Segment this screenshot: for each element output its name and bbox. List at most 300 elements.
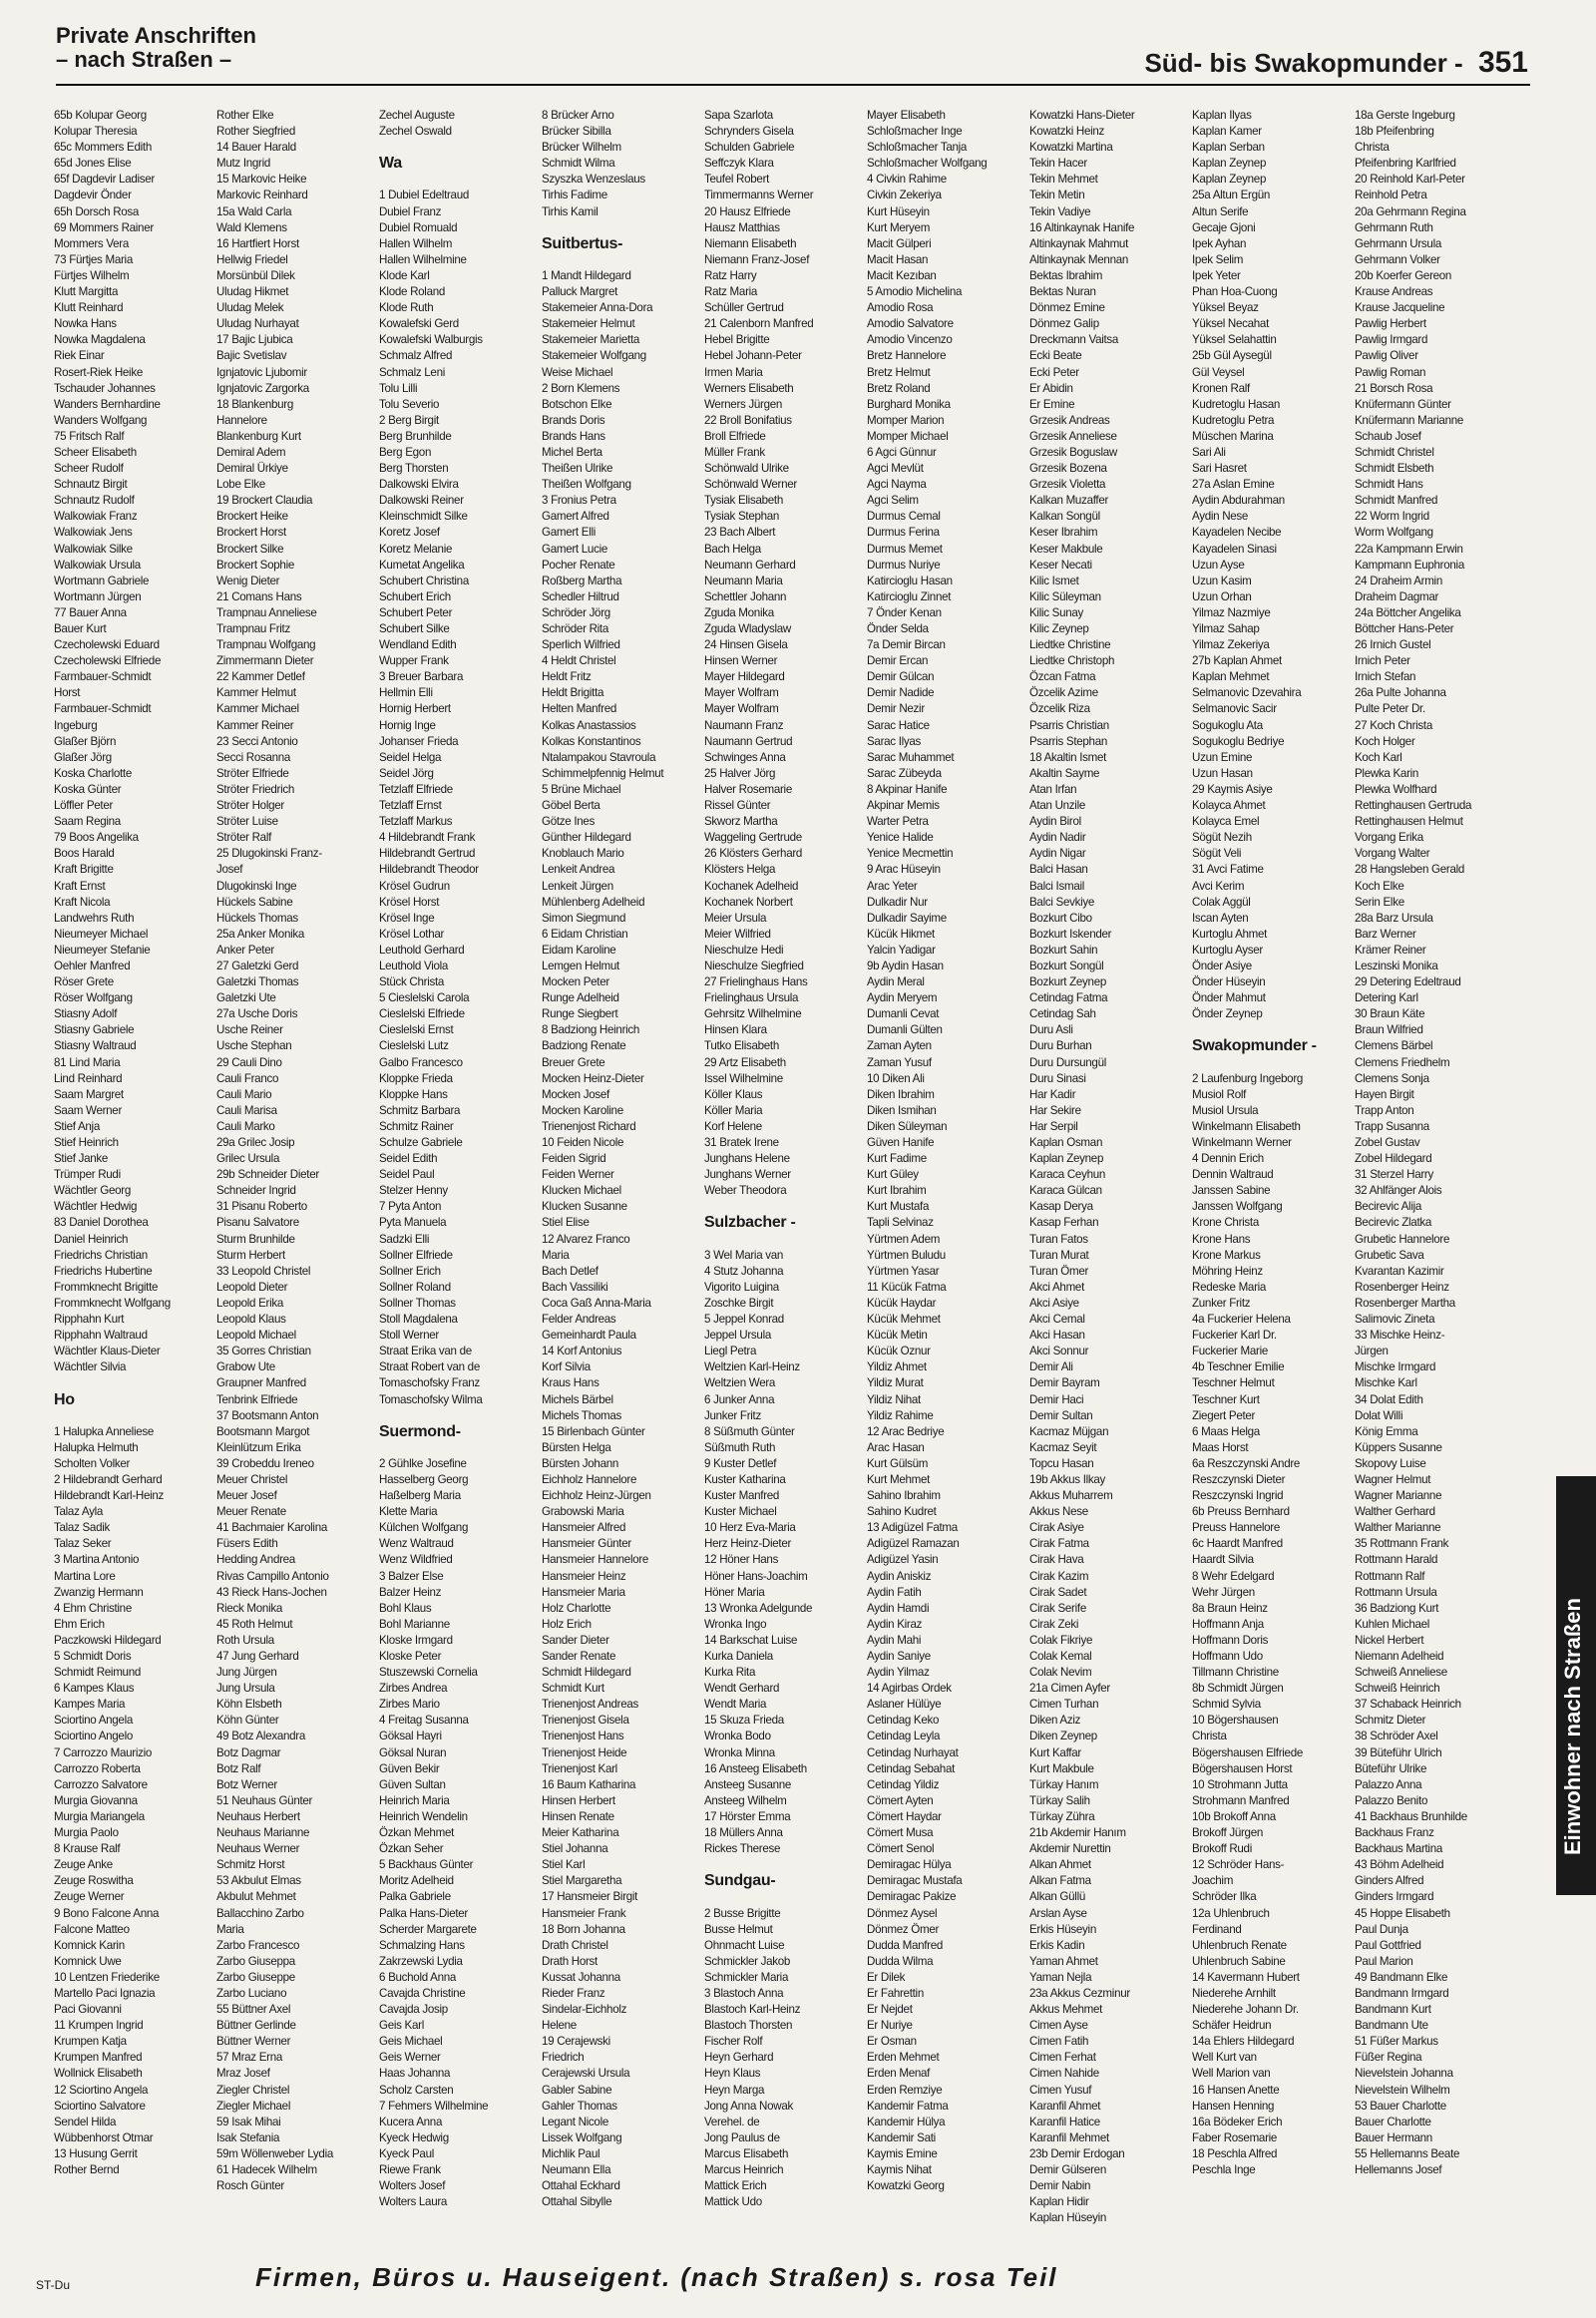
- directory-entry: Topcu Hasan: [1029, 1456, 1094, 1470]
- directory-entry: Har Sekire: [1029, 1103, 1081, 1117]
- directory-entry: Skworz Martha: [704, 815, 778, 829]
- directory-entry: Bauer Charlotte: [1355, 2115, 1431, 2128]
- directory-entry: 33 Mischke Heinz-: [1355, 1329, 1445, 1343]
- directory-entry: Nowka Hans: [54, 317, 117, 331]
- directory-entry: 7 Pyta Anton: [379, 1200, 442, 1214]
- directory-entry: Kaplan Zeynep: [1192, 157, 1267, 171]
- directory-entry: Weber Theodora: [704, 1184, 787, 1198]
- directory-entry: Duru Asli: [1029, 1023, 1073, 1037]
- directory-entry: Neumann Gerhard: [704, 558, 796, 572]
- directory-entry: Cömert Ayten: [867, 1793, 934, 1807]
- column-5: [704, 108, 863, 2210]
- directory-entry: Kücük Hikmet: [867, 927, 935, 941]
- directory-entry: Blastoch Thorsten: [704, 2019, 793, 2033]
- directory-entry: Stuszewski Cornelia: [379, 1666, 478, 1680]
- directory-entry: 49 Bandmann Elke: [1355, 1970, 1448, 1984]
- directory-entry: Gecaje Gjoni: [1192, 220, 1256, 234]
- directory-entry: Jeppel Ursula: [704, 1329, 771, 1343]
- directory-entry: Cimen Nahide: [1029, 2067, 1099, 2081]
- directory-entry: Klode Karl: [379, 268, 430, 282]
- directory-entry: Türkay Zühra: [1029, 1809, 1095, 1823]
- directory-entry: Demir Nabin: [1029, 2179, 1091, 2193]
- directory-entry: Hebel Brigitte: [704, 333, 770, 347]
- directory-entry: Hildebrandt Karl-Heinz: [54, 1489, 165, 1503]
- directory-entry: Kudretoglu Hasan: [1192, 397, 1281, 411]
- directory-entry: Tschauder Johannes: [54, 381, 156, 395]
- directory-entry: 7a Demir Bircan: [867, 638, 946, 652]
- directory-entry: Wald Klemens: [216, 220, 287, 234]
- directory-entry: Kyeck Hedwig: [379, 2130, 449, 2144]
- directory-entry: Galetzki Thomas: [216, 975, 299, 989]
- directory-entry: Broll Elfriede: [704, 429, 766, 443]
- directory-entry: 25b Gül Aysegül: [1192, 349, 1272, 363]
- directory-entry: Waggeling Gertrude: [704, 831, 802, 845]
- directory-entry: Liegl Petra: [704, 1345, 757, 1358]
- directory-entry: [704, 1889, 863, 1905]
- directory-entry: Neumann Maria: [704, 574, 783, 587]
- directory-entry: 4 Stutz Johanna: [704, 1264, 784, 1278]
- directory-entry: Uludag Nurhayat: [216, 317, 299, 331]
- directory-entry: Cömert Musa: [867, 1826, 934, 1840]
- directory-entry: Ohnmacht Luise: [704, 1938, 785, 1952]
- directory-entry: Klode Roland: [379, 285, 446, 299]
- directory-entry: Falcone Matteo: [54, 1922, 130, 1936]
- directory-entry: Sundgau-: [704, 1872, 776, 1890]
- directory-entry: 2 Hildebrandt Gerhard: [54, 1472, 163, 1486]
- directory-entry: Kaymis Nihat: [867, 2163, 932, 2176]
- directory-entry: Hansmeier Günter: [542, 1537, 631, 1551]
- directory-entry: Dönmez Galip: [1029, 317, 1099, 331]
- directory-entry: 18 Blankenburg: [216, 397, 294, 411]
- directory-entry: Trienenjost Gisela: [542, 1714, 629, 1728]
- directory-entry: Gehrmann Volker: [1355, 252, 1440, 266]
- directory-entry: 14 Bauer Harald: [216, 141, 296, 155]
- directory-entry: Brockert Silke: [216, 542, 284, 556]
- directory-entry: Demir Nadide: [867, 686, 935, 700]
- directory-entry: Tolu Severio: [379, 397, 440, 411]
- directory-entry: 43 Böhm Adelheid: [1355, 1858, 1444, 1872]
- directory-entry: Demiragac Mustafa: [867, 1874, 963, 1888]
- directory-entry: Fürtjes Wilhelm: [54, 268, 130, 282]
- directory-entry: Schettler Johann: [704, 589, 787, 603]
- directory-entry: Füsers Edith: [216, 1537, 278, 1551]
- directory-entry: Krone Hans: [1192, 1232, 1251, 1246]
- directory-entry: 37 Schaback Heinrich: [1355, 1698, 1461, 1712]
- directory-entry: 8 Krause Ralf: [54, 1842, 121, 1856]
- directory-entry: Yenice Halide: [867, 831, 934, 845]
- directory-entry: Hoffmann Doris: [1192, 1633, 1269, 1647]
- directory-entry: 27a Aslan Emine: [1192, 478, 1275, 492]
- directory-entry: Kilic Zeynep: [1029, 622, 1089, 635]
- directory-entry: Ansteeg Wilhelm: [704, 1793, 787, 1807]
- directory-entry: Cieslelski Lutz: [379, 1039, 449, 1053]
- directory-entry: Diken Ibrahim: [867, 1087, 935, 1101]
- directory-entry: Zaman Yusuf: [867, 1055, 932, 1069]
- directory-entry: Cömert Haydar: [867, 1809, 942, 1823]
- directory-entry: Schaub Josef: [1355, 429, 1421, 443]
- directory-entry: Seidel Jörg: [379, 766, 434, 780]
- directory-entry: 10 Feiden Nicole: [542, 1136, 624, 1149]
- directory-entry: Krösel Gudrun: [379, 879, 450, 893]
- directory-entry: Dubiel Romuald: [379, 220, 458, 234]
- directory-entry: Sciortino Salvatore: [54, 2099, 146, 2113]
- directory-entry: 17 Hörster Emma: [704, 1809, 791, 1823]
- directory-entry: Köller Maria: [704, 1103, 763, 1117]
- directory-entry: Sahino Kudret: [867, 1505, 937, 1519]
- directory-entry: Yaman Ahmet: [1029, 1954, 1098, 1968]
- directory-entry: Dulkadir Nur: [867, 895, 928, 909]
- directory-entry: Schröder Rita: [542, 622, 608, 635]
- directory-entry: Palazzo Benito: [1355, 1793, 1428, 1807]
- directory-entry: Kurt Kaffar: [1029, 1745, 1081, 1759]
- directory-entry: Özcelik Riza: [1029, 702, 1090, 716]
- directory-entry: Dennin Waltraud: [1192, 1168, 1274, 1182]
- directory-entry: Adigüzel Ramazan: [867, 1537, 960, 1551]
- directory-entry: Cetindag Sah: [1029, 1007, 1096, 1021]
- directory-entry: 65f Dagdevir Ladiser: [54, 173, 155, 187]
- directory-entry: Gamert Alfred: [542, 510, 609, 524]
- directory-entry: Önder Hüseyin: [1192, 975, 1266, 989]
- directory-entry: Balci Ismail: [1029, 879, 1085, 893]
- directory-entry: Schmitz Rainer: [379, 1119, 454, 1133]
- directory-entry: 1 Mandt Hildegard: [542, 268, 631, 282]
- directory-entry: Rother Bernd: [54, 2163, 120, 2176]
- directory-entry: Sulzbacher -: [704, 1214, 796, 1232]
- directory-entry: Hildebrandt Gertrud: [379, 847, 476, 861]
- directory-entry: Bozkurt Cibo: [1029, 911, 1092, 925]
- directory-entry: Moritz Adelheid: [379, 1874, 454, 1888]
- directory-entry: Winkelmann Elisabeth: [1192, 1119, 1301, 1133]
- directory-entry: Trapp Anton: [1355, 1103, 1414, 1117]
- directory-entry: Saam Werner: [54, 1103, 123, 1117]
- directory-entry: 20 Hausz Elfriede: [704, 204, 791, 218]
- directory-entry: Zarbo Luciano: [216, 1986, 287, 2000]
- directory-entry: Mocken Peter: [542, 975, 609, 989]
- directory-entry: Krause Andreas: [1355, 285, 1433, 299]
- directory-entry: Wanders Bernhardine: [54, 397, 161, 411]
- directory-entry: 3 Wel Maria van: [704, 1248, 784, 1262]
- directory-entry: 41 Backhaus Brunhilde: [1355, 1809, 1467, 1823]
- directory-entry: Seidel Edith: [379, 1152, 438, 1166]
- directory-entry: Schedler Hiltrud: [542, 589, 619, 603]
- directory-entry: Sollner Roland: [379, 1280, 451, 1294]
- directory-entry: Trapp Susanna: [1355, 1119, 1429, 1133]
- directory-entry: 30 Braun Käte: [1355, 1007, 1425, 1021]
- directory-entry: Schröder Ilka: [1192, 1890, 1257, 1904]
- directory-entry: Kowatzki Georg: [867, 2179, 945, 2193]
- directory-entry: Schönwald Ulrike: [704, 462, 789, 476]
- directory-entry: 21 Borsch Rosa: [1355, 381, 1433, 395]
- directory-entry: Knoblauch Mario: [542, 847, 624, 861]
- directory-entry: Kacmaz Seyit: [1029, 1440, 1097, 1454]
- directory-entry: Cirak Zeki: [1029, 1617, 1079, 1631]
- directory-entry: Ecki Peter: [1029, 365, 1079, 379]
- directory-entry: Kudretoglu Petra: [1192, 413, 1275, 427]
- directory-entry: 21a Cimen Ayfer: [1029, 1682, 1110, 1696]
- directory-entry: Rottmann Harald: [1355, 1553, 1438, 1567]
- directory-entry: Rettinghausen Gertruda: [1355, 799, 1472, 813]
- directory-entry: Özkan Seher: [379, 1842, 444, 1856]
- directory-entry: Walther Gerhard: [1355, 1505, 1435, 1519]
- directory-entry: 1 Halupka Anneliese: [54, 1424, 155, 1438]
- directory-entry: Suermond-: [379, 1422, 461, 1440]
- directory-entry: 16a Bödeker Erich: [1192, 2115, 1283, 2128]
- directory-entry: Mayer Wolfram: [704, 686, 779, 700]
- directory-entry: Lind Reinhard: [54, 1071, 123, 1085]
- directory-entry: Winkelmann Werner: [1192, 1136, 1292, 1149]
- directory-entry: Michels Bärbel: [542, 1392, 613, 1406]
- directory-entry: Gamert Elli: [542, 526, 597, 540]
- directory-entry: Haas Johanna: [379, 2067, 451, 2081]
- directory-entry: Runge Siegbert: [542, 1007, 618, 1021]
- directory-entry: 6 Kampes Klaus: [54, 1682, 135, 1696]
- directory-entry: Galetzki Ute: [216, 991, 276, 1005]
- directory-entry: Krämer Reiner: [1355, 943, 1426, 957]
- directory-entry: Erden Remziye: [867, 2083, 943, 2097]
- directory-entry: 12 Höner Hans: [704, 1553, 779, 1567]
- directory-entry: Kurt Makbule: [1029, 1761, 1094, 1775]
- directory-entry: Halupka Helmuth: [54, 1440, 139, 1454]
- directory-entry: Hallen Wilhelmine: [379, 252, 467, 266]
- directory-entry: Berg Brunhilde: [379, 429, 452, 443]
- directory-entry: Cetindag Keko: [867, 1714, 940, 1728]
- directory-entry: Yildiz Nihat: [867, 1392, 921, 1406]
- directory-entry: Günther Hildegard: [542, 831, 631, 845]
- directory-entry: Bretz Hannelore: [867, 349, 947, 363]
- directory-entry: Hinsen Renate: [542, 1809, 614, 1823]
- directory-entry: Avci Kerim: [1192, 879, 1245, 893]
- directory-entry: Schmidt Wilma: [542, 157, 615, 171]
- directory-entry: 33 Leopold Christel: [216, 1264, 311, 1278]
- directory-entry: Rissel Günter: [704, 799, 771, 813]
- directory-entry: Haßelberg Maria: [379, 1489, 461, 1503]
- directory-entry: Bohl Klaus: [379, 1601, 432, 1615]
- directory-entry: Kaymis Emine: [867, 2146, 938, 2160]
- directory-entry: Kurt Güley: [867, 1168, 919, 1182]
- directory-entry: 4b Teschner Emilie: [1192, 1360, 1285, 1374]
- directory-entry: 28a Barz Ursula: [1355, 911, 1433, 925]
- directory-entry: 55 Hellemanns Beate: [1355, 2146, 1460, 2160]
- directory-entry: Schmidt Reimund: [54, 1666, 141, 1680]
- directory-entry: 22 Kammer Detlef: [216, 670, 305, 684]
- directory-entry: 2 Gühlke Josefine: [379, 1456, 467, 1470]
- directory-entry: Hellemanns Josef: [1355, 2163, 1442, 2176]
- directory-entry: Botschon Elke: [542, 397, 612, 411]
- directory-entry: Schubert Silke: [379, 622, 450, 635]
- directory-entry: Klode Ruth: [379, 301, 434, 315]
- directory-entry: Cieslelski Elfriede: [379, 1007, 465, 1021]
- directory-entry: Pyta Manuela: [379, 1216, 447, 1230]
- directory-entry: 27 Koch Christa: [1355, 718, 1432, 732]
- directory-entry: Leopold Erika: [216, 1296, 283, 1310]
- directory-entry: Bootsmann Margot: [216, 1424, 310, 1438]
- directory-entry: Seidel Helga: [379, 750, 442, 764]
- directory-entry: Stakemeier Wolfgang: [542, 349, 646, 363]
- directory-entry: Bandmann Irmgard: [1355, 1986, 1449, 2000]
- directory-entry: 45 Hoppe Elisabeth: [1355, 1906, 1450, 1920]
- directory-entry: Pawlig Herbert: [1355, 317, 1426, 331]
- directory-entry: 10 Diken Ali: [867, 1071, 925, 1085]
- directory-entry: Kraft Brigitte: [54, 863, 114, 877]
- directory-entry: Yüksel Selahattin: [1192, 333, 1277, 347]
- directory-entry: Ströter Elfriede: [216, 766, 289, 780]
- directory-entry: Stakemeier Helmut: [542, 317, 635, 331]
- directory-entry: Scheer Elisabeth: [54, 445, 137, 459]
- directory-entry: 73 Fürtjes Maria: [54, 252, 133, 266]
- directory-entry: Stoll Werner: [379, 1329, 439, 1343]
- directory-entry: Vigorito Luigina: [704, 1280, 779, 1294]
- directory-entry: Kurka Rita: [704, 1666, 756, 1680]
- directory-entry: Brands Hans: [542, 429, 605, 443]
- column-9: [1355, 108, 1513, 2210]
- directory-entry: Paci Giovanni: [54, 2003, 122, 2017]
- section-subtitle: – nach Straßen –: [56, 47, 232, 72]
- directory-entry: Yüksel Necahat: [1192, 317, 1270, 331]
- directory-entry: Keser Makbule: [1029, 542, 1103, 556]
- directory-entry: 15 Markovic Heike: [216, 173, 307, 187]
- directory-entry: Uludag Hikmet: [216, 285, 289, 299]
- directory-entry: Graupner Manfred: [216, 1376, 306, 1390]
- directory-entry: Kaplan Zeynep: [1029, 1152, 1104, 1166]
- directory-entry: Gehrsitz Wilhelmine: [704, 1007, 802, 1021]
- directory-entry: [542, 220, 700, 236]
- directory-entry: Sendel Hilda: [54, 2115, 117, 2128]
- directory-entry: Yilmaz Zekeriya: [1192, 638, 1270, 652]
- directory-entry: 7 Fehmers Wilhelmine: [379, 2099, 489, 2113]
- directory-entry: Naumann Franz: [704, 718, 784, 732]
- directory-entry: Kolayca Emel: [1192, 815, 1260, 829]
- directory-entry: 8 Akpinar Hanife: [867, 782, 948, 796]
- directory-entry: Zarbo Giuseppa: [216, 1954, 295, 1968]
- directory-entry: Kowatzki Heinz: [1029, 125, 1105, 139]
- directory-entry: Kammer Michael: [216, 702, 299, 716]
- directory-entry: Lenkeit Andrea: [542, 863, 615, 877]
- directory-entry: Stief Heinrich: [54, 1136, 119, 1149]
- directory-entry: 9 Bono Falcone Anna: [54, 1906, 160, 1920]
- directory-entry: Schneider Ingrid: [216, 1184, 296, 1198]
- directory-entry: Cetindag Fatma: [1029, 991, 1108, 1005]
- directory-entry: 8b Schmidt Jürgen: [1192, 1682, 1284, 1696]
- directory-entry: Mayer Elisabeth: [867, 109, 946, 122]
- directory-entry: 5 Backhaus Günter: [379, 1858, 474, 1872]
- directory-entry: Scheer Rudolf: [54, 462, 124, 476]
- directory-entry: 69 Mommers Rainer: [54, 220, 154, 234]
- directory-entry: Becirevic Zlatka: [1355, 1216, 1432, 1230]
- directory-entry: Burghard Monika: [867, 397, 951, 411]
- directory-entry: Paul Marion: [1355, 1954, 1413, 1968]
- directory-entry: 6 Maas Helga: [1192, 1424, 1260, 1438]
- directory-entry: 29a Grilec Josip: [216, 1136, 295, 1149]
- directory-entry: Glaßer Björn: [54, 734, 117, 748]
- directory-entry: Sahino Ibrahim: [867, 1489, 941, 1503]
- directory-entry: Cerajewski Ursula: [542, 2067, 630, 2081]
- directory-entry: Yaman Nejla: [1029, 1970, 1092, 1984]
- directory-entry: Bretz Roland: [867, 381, 931, 395]
- column-6: [867, 108, 1025, 2210]
- directory-entry: 19b Akkus Ilkay: [1029, 1472, 1106, 1486]
- directory-entry: 8 Badziong Heinrich: [542, 1023, 640, 1037]
- directory-entry: Kurt Gülsüm: [867, 1456, 929, 1470]
- directory-entry: Saam Regina: [54, 815, 121, 829]
- directory-entry: Grzesik Violetta: [1029, 478, 1106, 492]
- directory-entry: Mayer Wolfram: [704, 702, 779, 716]
- directory-entry: Ripphahn Kurt: [54, 1313, 125, 1327]
- directory-entry: Er Nejdet: [867, 2003, 913, 2017]
- directory-entry: Ginders Irmgard: [1355, 1890, 1434, 1904]
- directory-entry: Erkis Hüseyin: [1029, 1922, 1096, 1936]
- directory-entry: Wagner Helmut: [1355, 1472, 1431, 1486]
- directory-entry: Sarac Hatice: [867, 718, 930, 732]
- directory-entry: Johanser Frieda: [379, 734, 459, 748]
- directory-entry: Leszinski Monika: [1355, 959, 1438, 972]
- directory-entry: 4 Civkin Rahime: [867, 173, 947, 187]
- directory-entry: Akci Hasan: [1029, 1329, 1085, 1343]
- directory-entry: Korf Silvia: [542, 1360, 591, 1374]
- directory-entry: Diken Zeynep: [1029, 1730, 1097, 1743]
- directory-entry: Önder Selda: [867, 622, 929, 635]
- directory-entry: Koch Karl: [1355, 750, 1402, 764]
- directory-entry: Botz Werner: [216, 1777, 277, 1791]
- directory-entry: Dreckmann Vaitsa: [1029, 333, 1119, 347]
- directory-entry: Klucken Susanne: [542, 1200, 627, 1214]
- directory-entry: 18b Pfeifenbring: [1355, 125, 1434, 139]
- directory-entry: Bürsten Johann: [542, 1456, 619, 1470]
- directory-entry: Zechel Auguste: [379, 109, 455, 122]
- directory-entry: Cimen Ferhat: [1029, 2051, 1096, 2065]
- directory-entry: Schmalz Leni: [379, 365, 445, 379]
- directory-entry: Özcelik Azime: [1029, 686, 1098, 700]
- directory-entry: Zarbo Giuseppe: [216, 1970, 295, 1984]
- directory-entry: Aydin Nadir: [1029, 831, 1086, 845]
- directory-entry: Schmidt Hildegard: [542, 1666, 631, 1680]
- directory-entry: Cauli Franco: [216, 1071, 279, 1085]
- directory-entry: Kvarantan Kazimir: [1355, 1264, 1444, 1278]
- directory-entry: Kampes Maria: [54, 1698, 126, 1712]
- directory-entry: Kolkas Anastassios: [542, 718, 636, 732]
- directory-entry: Ansteeg Susanne: [704, 1777, 792, 1791]
- directory-entry: Dudda Wilma: [867, 1954, 934, 1968]
- directory-entry: 3 Breuer Barbara: [379, 670, 464, 684]
- directory-entry: Liedtke Christine: [1029, 638, 1111, 652]
- directory-entry: Usche Reiner: [216, 1023, 283, 1037]
- directory-entry: 8 Wehr Edelgard: [1192, 1569, 1275, 1583]
- directory-entry: Berg Thorsten: [379, 462, 449, 476]
- directory-entry: Wendland Edith: [379, 638, 457, 652]
- directory-entry: Diken Aziz: [1029, 1714, 1081, 1728]
- directory-entry: Roßberg Martha: [542, 574, 622, 587]
- directory-entry: 11 Kücük Fatma: [867, 1280, 947, 1294]
- directory-entry: Paczkowski Hildegard: [54, 1633, 162, 1647]
- directory-entry: Rottmann Ursula: [1355, 1585, 1437, 1599]
- directory-entry: Kraft Ernst: [54, 879, 106, 893]
- directory-entry: Helten Manfred: [542, 702, 617, 716]
- directory-entry: Bektas Ibrahim: [1029, 268, 1103, 282]
- directory-entry: Hannelore: [216, 413, 267, 427]
- directory-entry: Kammer Helmut: [216, 686, 296, 700]
- directory-entry: Ziegert Peter: [1192, 1408, 1256, 1422]
- directory-entry: Trampnau Anneliese: [216, 605, 317, 619]
- directory-entry: Wächtler Silvia: [54, 1360, 127, 1374]
- directory-entry: Balci Sevkiye: [1029, 895, 1095, 909]
- directory-entry: 25a Altun Ergün: [1192, 189, 1271, 202]
- directory-entry: Kammer Reiner: [216, 718, 294, 732]
- directory-entry: 16 Hansen Anette: [1192, 2083, 1280, 2097]
- directory-entry: Büttner Werner: [216, 2035, 291, 2049]
- directory-entry: Verehel. de: [704, 2115, 760, 2128]
- directory-entry: 28 Hangsleben Gerald: [1355, 863, 1465, 877]
- directory-entry: Salimovic Zineta: [1355, 1313, 1435, 1327]
- directory-entry: Kayadelen Necibe: [1192, 526, 1282, 540]
